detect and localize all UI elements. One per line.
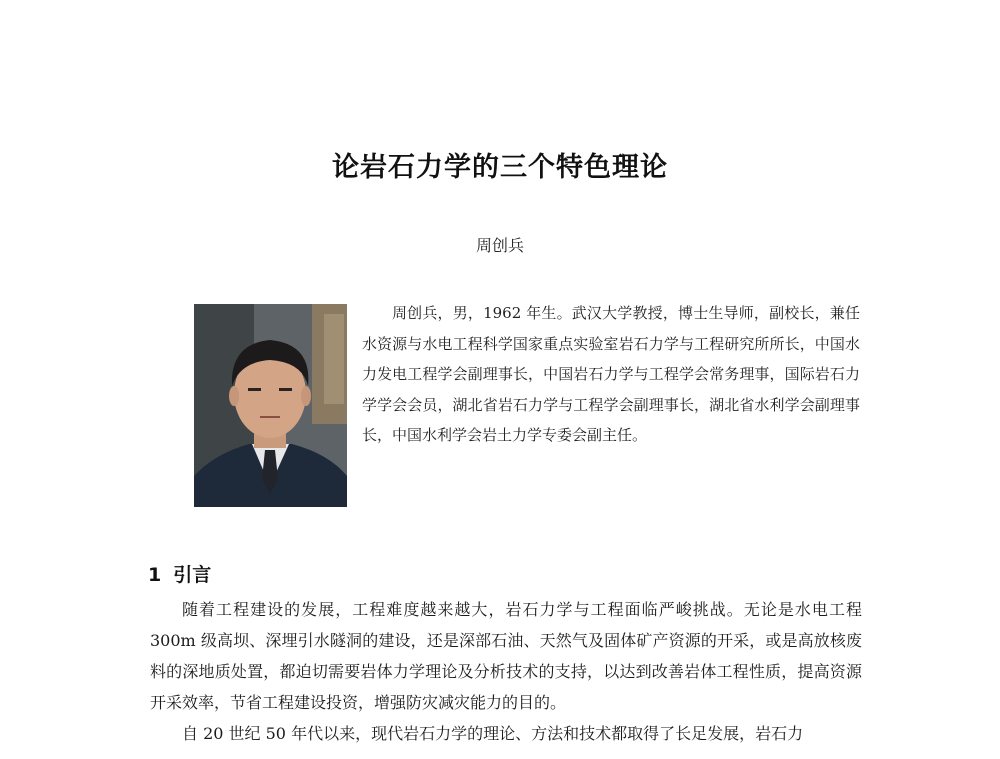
paragraph: 随着工程建设的发展，工程难度越来越大，岩石力学与工程面临严峻挑战。无论是水电工程 300m 级高坝、深埋引水隧洞的建设，还是深部石油、天然气及固体矿产资源的开采，或是高放核废料的深地质处置，都迫切需要岩体力学理论及分析技术的支持，以达到改善岩体工程性质，提高资源开采效率，节省工程建设投资，增强防灾减灾能力的目的。	[150, 600, 862, 712]
author-name: 周创兵	[475, 236, 524, 255]
section-heading	[148, 560, 211, 587]
author-photo	[194, 304, 347, 507]
section-title: 引言	[173, 564, 212, 586]
paper-title: 论岩石力学的三个特色理论	[332, 152, 668, 183]
section-number: 1	[148, 564, 162, 586]
body-text	[150, 594, 862, 749]
paragraph: 自 20 世纪 50 年代以来，现代岩石力学的理论、方法和技术都取得了长足发展，岩石力	[182, 724, 804, 743]
author-bio: 周创兵，男，1962 年生。武汉大学教授，博士生导师，副校长，兼任水资源与水电工程科学国家重点实验室岩石力学与工程研究所所长，中国水力发电工程学会副理事长，中国岩石力学与工程学会常务理事，国际岩石力学学会会员，湖北省岩石力学与工程学会副理事长，湖北省水利学会副理事长，中国水利学会岩土力学专委会副主任。	[362, 304, 860, 444]
